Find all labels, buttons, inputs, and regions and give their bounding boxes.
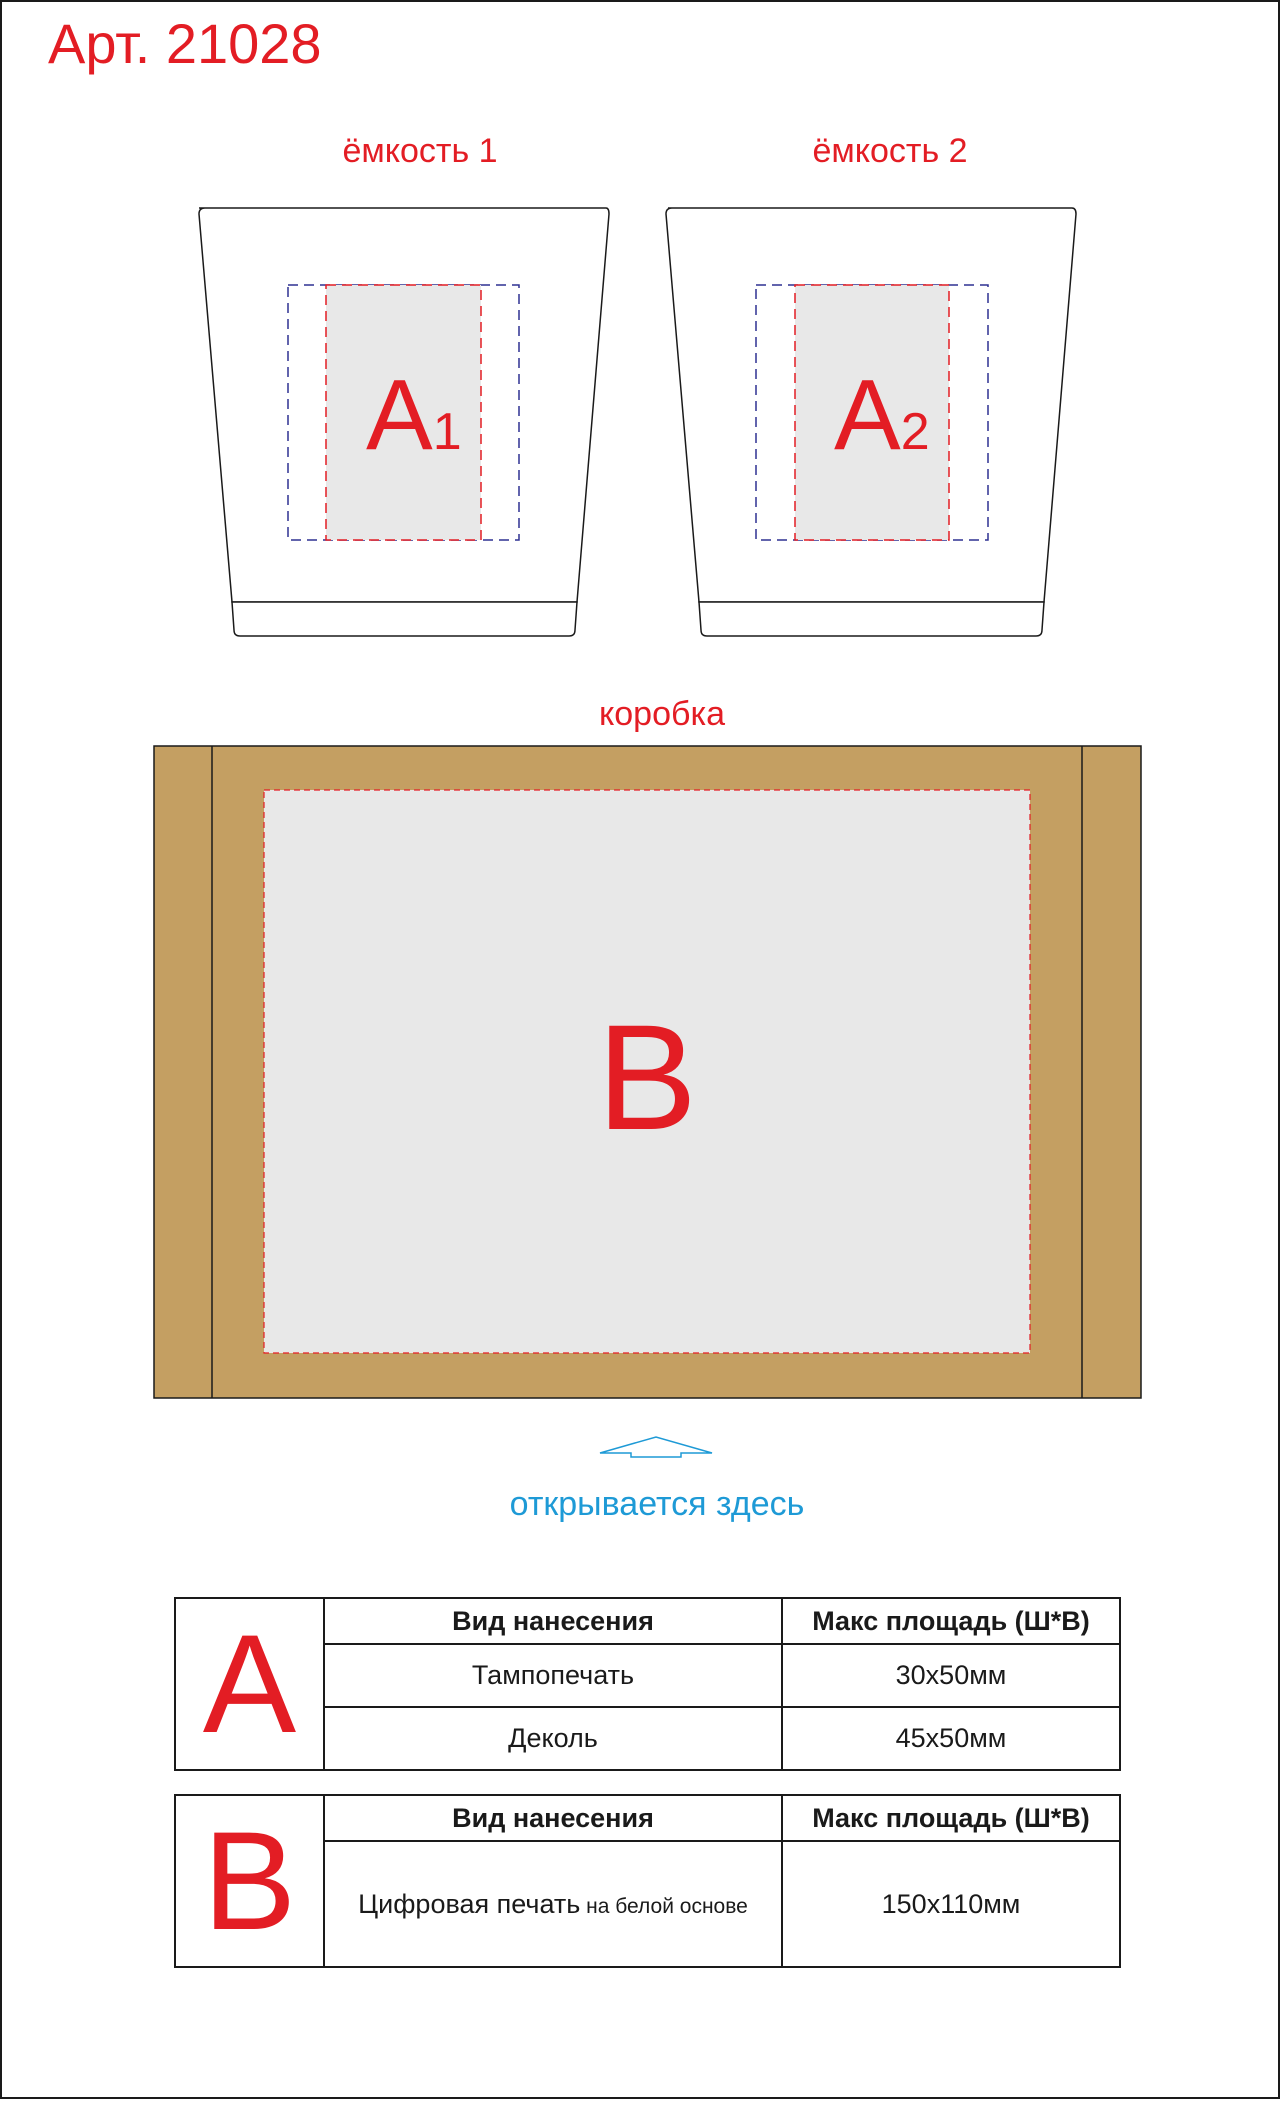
container1-label: ёмкость 1: [342, 132, 498, 170]
spec-table-b: [174, 1794, 1121, 1968]
area-cell: 45х50мм: [782, 1707, 1120, 1770]
zone-a1-subscript: 1: [432, 403, 462, 461]
article-title: Арт. 21028: [48, 12, 322, 75]
zone-b-letter: B: [596, 993, 698, 1161]
method-cell: Деколь: [324, 1707, 782, 1770]
header-area: Макс площадь (Ш*В): [782, 1795, 1120, 1841]
method-main: Цифровая печать: [358, 1888, 581, 1919]
header-area: Макс площадь (Ш*В): [782, 1598, 1120, 1644]
header-method: Вид нанесения: [324, 1795, 782, 1841]
area-cell: 30х50мм: [782, 1644, 1120, 1707]
zone-a1-letter: A: [366, 359, 433, 471]
opens-here-label: открывается здесь: [509, 1485, 805, 1523]
header-method: Вид нанесения: [324, 1598, 782, 1644]
table-a-letter: A: [175, 1598, 324, 1770]
method-cell: [324, 1841, 782, 1967]
table-header-row: [175, 1598, 1120, 1644]
container2-label: ёмкость 2: [812, 132, 968, 170]
zone-a2-subscript: 2: [900, 403, 930, 461]
zone-a1-label: [366, 359, 462, 471]
box-label: коробка: [599, 695, 725, 733]
area-cell: 150х110мм: [782, 1841, 1120, 1967]
table-header-row: [175, 1795, 1120, 1841]
spec-table-a: [174, 1597, 1121, 1771]
zone-a2-letter: A: [834, 359, 901, 471]
zone-a2-label: [834, 359, 930, 471]
arrow-up-outline-icon: [600, 1437, 712, 1457]
table-b-letter: B: [175, 1795, 324, 1967]
method-cell: Тампопечать: [324, 1644, 782, 1707]
method-note: на белой основе: [580, 1894, 748, 1918]
